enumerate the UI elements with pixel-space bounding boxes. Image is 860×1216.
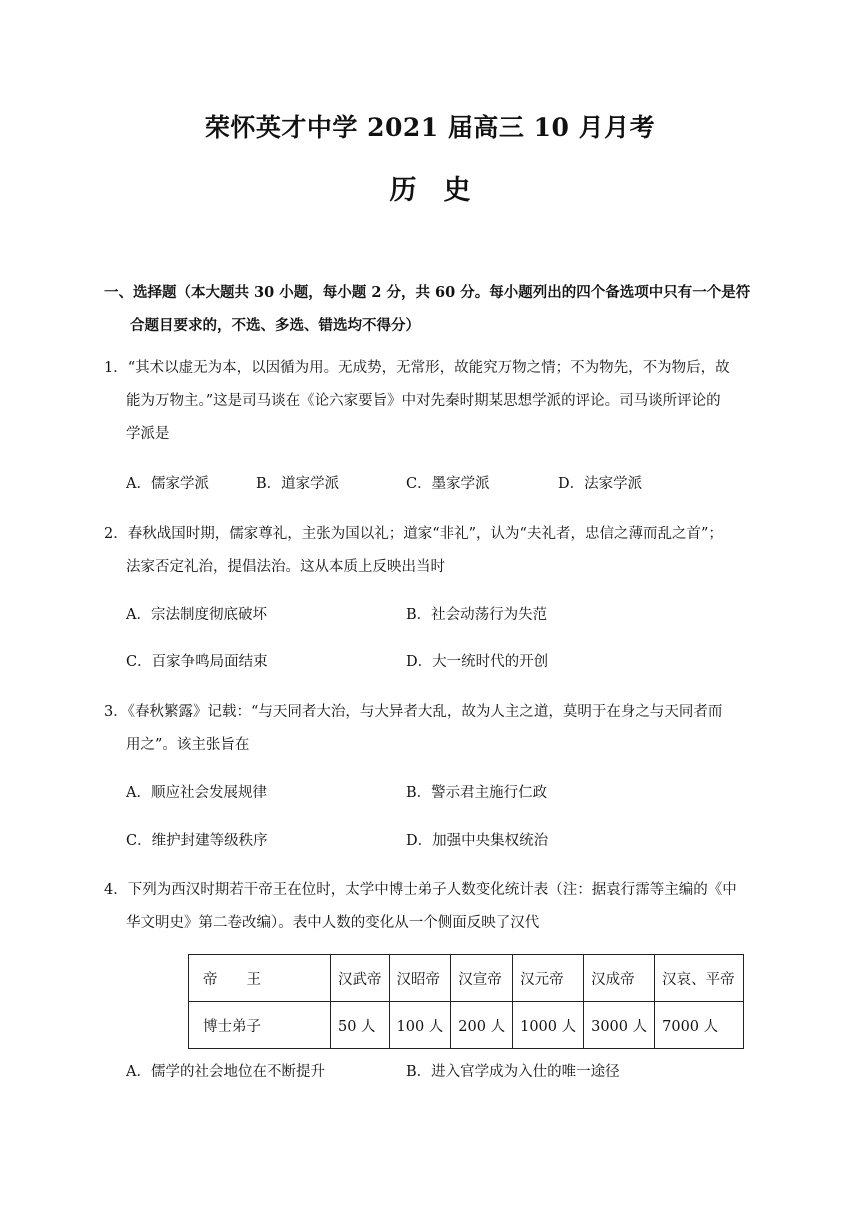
question-2 (104, 518, 764, 584)
table-cell: 汉武帝 (331, 955, 390, 1002)
question-1-option-c[interactable]: C．墨家学派 (406, 476, 490, 492)
table-cell: 汉昭帝 (389, 955, 451, 1002)
question-2-option-c[interactable]: C．百家争鸣局面结束 (126, 654, 268, 670)
subject-title: 历 史 (389, 175, 471, 206)
table-cell: 7000 人 (655, 1002, 744, 1049)
table-cell: 帝 王 (189, 955, 331, 1002)
table-cell: 汉成帝 (584, 955, 655, 1002)
question-2-option-d[interactable]: D．大一统时代的开创 (406, 654, 549, 670)
question-4-option-b[interactable]: B．进入官学成为入仕的唯一途径 (406, 1064, 620, 1080)
section-heading-line1: 一、选择题（本大题共 30 小题，每小题 2 分，共 60 分。每小题列出的四个备选项中只有一个是符 (104, 284, 751, 301)
table-cell: 汉宣帝 (451, 955, 513, 1002)
section-heading (104, 276, 764, 342)
question-3-option-c[interactable]: C．维护封建等级秩序 (126, 833, 268, 849)
question-4-line2: 华文明史》第二卷改编）。表中人数的变化从一个侧面反映了汉代 (126, 915, 540, 931)
question-3-option-b[interactable]: B．警示君主施行仁政 (406, 785, 548, 801)
question-3-line2: 用之”。该主张旨在 (126, 737, 250, 753)
table-cell: 3000 人 (584, 1002, 655, 1049)
question-1-option-b[interactable]: B．道家学派 (256, 476, 340, 492)
question-1-line2: 能为万物主。”这是司马谈在《论六家要旨》中对先秦时期某思想学派的评论。司马谈所评论的 (126, 393, 721, 409)
question-2-line1: 2．春秋战国时期，儒家尊礼，主张为国以礼；道家“非礼”，认为“夫礼者，忠信之薄而乱之首”； (104, 526, 723, 542)
question-2-option-b[interactable]: B．社会动荡行为失范 (406, 607, 548, 623)
question-3-option-a[interactable]: A．顺应社会发展规律 (126, 785, 267, 801)
question-1-line1: 1．“其术以虚无为本，以因循为用。无成势，无常形，故能究万物之情；不为物先，不为物后，故 (104, 360, 730, 376)
table-cell: 100 人 (389, 1002, 451, 1049)
table-cell: 博士弟子 (189, 1002, 331, 1049)
table-cell: 50 人 (331, 1002, 390, 1049)
table-cell: 1000 人 (513, 1002, 584, 1049)
table-cell: 汉哀、平帝 (655, 955, 744, 1002)
question-2-option-a[interactable]: A．宗法制度彻底破坏 (126, 607, 267, 623)
question-1-option-a[interactable]: A．儒家学派 (126, 476, 209, 492)
table-row (189, 1002, 744, 1049)
question-3-line1: 3．《春秋繁露》记载：“与天同者大治，与大异者大乱，故为人主之道，莫明于在身之与天同者而 (104, 704, 723, 720)
section-heading-line2: 合题目要求的，不选、多选、错选均不得分） (130, 317, 420, 334)
scholar-count-table (188, 954, 744, 1049)
question-3 (104, 696, 764, 762)
question-1 (104, 352, 764, 451)
question-1-line3: 学派是 (126, 426, 170, 442)
table-header-row (189, 955, 744, 1002)
question-4-line1: 4．下列为西汉时期若干帝王在位时，太学中博士弟子人数变化统计表（注：据袁行霈等主编的《中 (104, 882, 737, 898)
table-cell: 汉元帝 (513, 955, 584, 1002)
question-4 (104, 874, 764, 940)
exam-title: 荣怀英才中学 2021 届高三 10 月月考 (204, 113, 656, 142)
question-2-line2: 法家否定礼治，提倡法治。这从本质上反映出当时 (126, 559, 445, 575)
question-4-option-a[interactable]: A．儒学的社会地位在不断提升 (126, 1064, 325, 1080)
question-1-option-d[interactable]: D．法家学派 (558, 476, 643, 492)
question-3-option-d[interactable]: D．加强中央集权统治 (406, 833, 549, 849)
table-cell: 200 人 (451, 1002, 513, 1049)
